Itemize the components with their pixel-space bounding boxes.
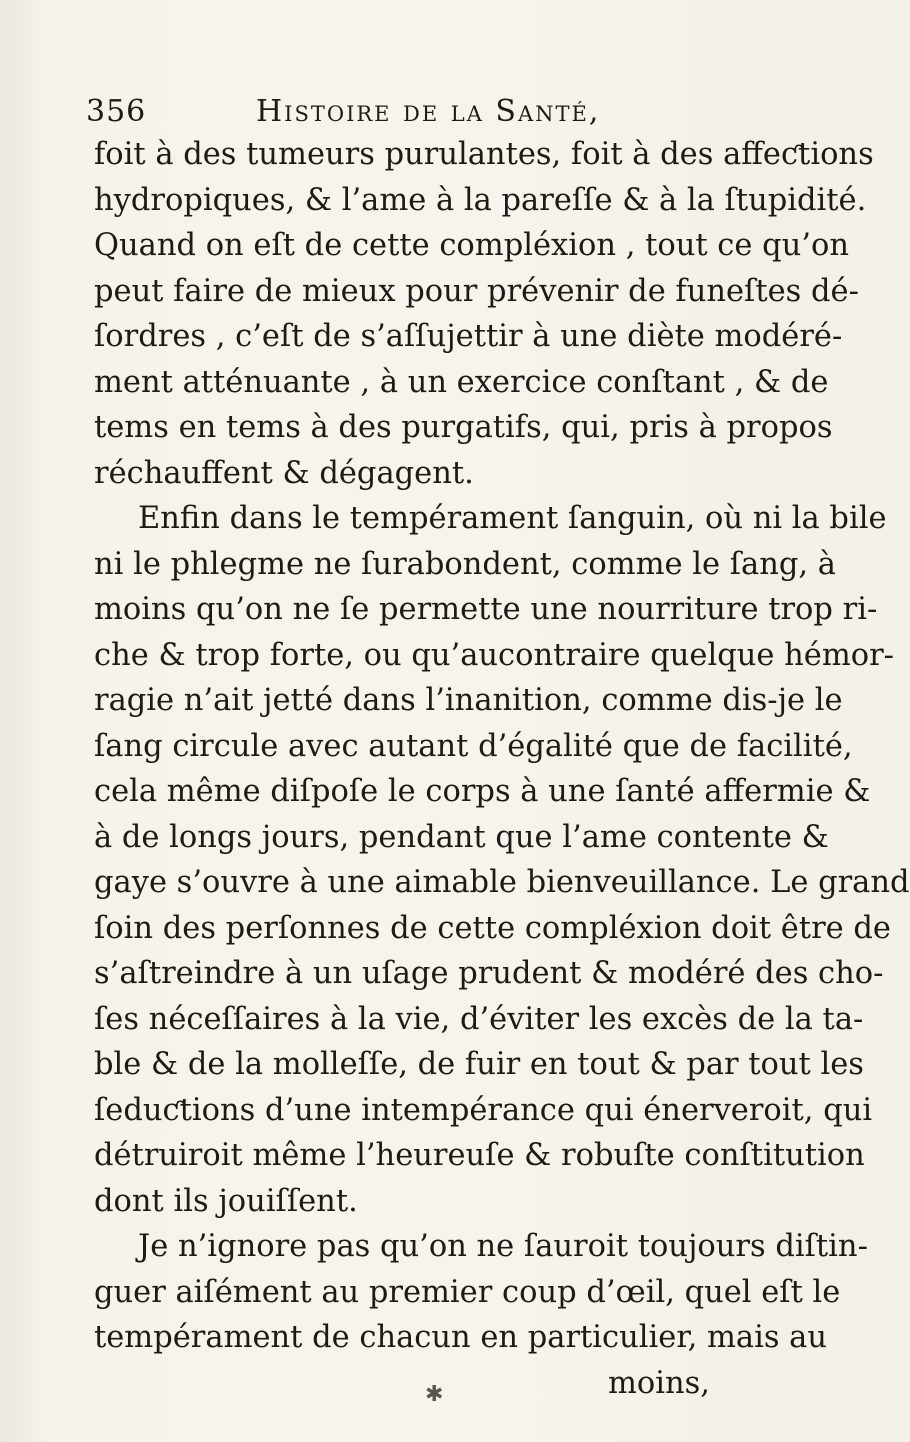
text-line: ſordres , c’eſt de s’aſſujettir à une diète modéré- — [94, 319, 843, 354]
paragraph-end-line: dont ils jouiſſent. — [94, 1183, 358, 1219]
text-line: tems en tems à des purgatifs, qui, pris à propos — [94, 410, 833, 445]
page-number: 356 — [86, 94, 147, 129]
text-line: détruiroit même l’heureuſe & robuſte conſtitution — [94, 1138, 865, 1173]
printer-mark-icon: ✱ — [425, 1382, 444, 1407]
text-line: ſoin des perſonnes de cette compléxion doit être de — [94, 910, 891, 946]
text-line: peut faire de mieux pour prévenir de funeſtes dé- — [94, 273, 859, 309]
text-line: ni le phlegme ne ſurabondent, comme le ſang, à — [94, 546, 836, 582]
text-line: ſes néceſſaires à la vie, d’éviter les excès de la ta- — [94, 1001, 864, 1037]
text-line: foit à des tumeurs purulantes, foit à des affeƈtions — [94, 137, 874, 172]
text-line: hydropiques, & l’ame à la pareſſe & à la ſtupidité. — [94, 182, 867, 218]
text-line: à de longs jours, pendant que l’ame contente & — [94, 819, 829, 855]
text-line: ble & de la molleſſe, de fuir en tout & par tout les — [94, 1047, 864, 1082]
page-header — [86, 88, 716, 138]
paragraph-start-line: Je n’ignore pas qu’on ne ſauroit toujours diſtin- — [138, 1229, 868, 1264]
text-line: Quand on eſt de cette compléxion , tout ce qu’on — [94, 228, 849, 263]
running-title: Histoire de la Santé, — [256, 94, 601, 129]
text-line: ragie n’ait jetté dans l’inanition, comme dis-je le — [94, 683, 843, 718]
text-line: ſang circule avec autant d’égalité que de facilité, — [94, 728, 853, 764]
text-line: che & trop forte, ou qu’aucontraire quelque hémor- — [94, 637, 894, 673]
catchword-line: moins, — [607, 1365, 710, 1401]
paragraph-start-line: Enfin dans le tempérament ſanguin, où ni la bile — [138, 501, 887, 536]
text-line: moins qu’on ne ſe permette une nourriture trop ri- — [94, 592, 878, 627]
text-line: gaye s’ouvre à une aimable bienveuillance. Le grand — [94, 865, 910, 900]
text-line: cela même diſpoſe le corps à une ſanté affermie & — [94, 774, 871, 809]
text-line: tempérament de chacun en particulier, mais au — [94, 1320, 827, 1355]
text-line: ſeduƈtions d’une intempérance qui énerveroit, qui — [94, 1092, 873, 1128]
text-line: guer aiſément au premier coup d’œil, quel eſt le — [94, 1274, 841, 1310]
text-line: ment atténuante , à un exercice conſtant , & de — [94, 364, 829, 400]
body-text — [94, 132, 910, 1406]
paragraph-end-line: réchauffent & dégagent. — [94, 455, 474, 491]
text-line: s’aſtreindre à un uſage prudent & modéré des cho- — [94, 956, 884, 991]
